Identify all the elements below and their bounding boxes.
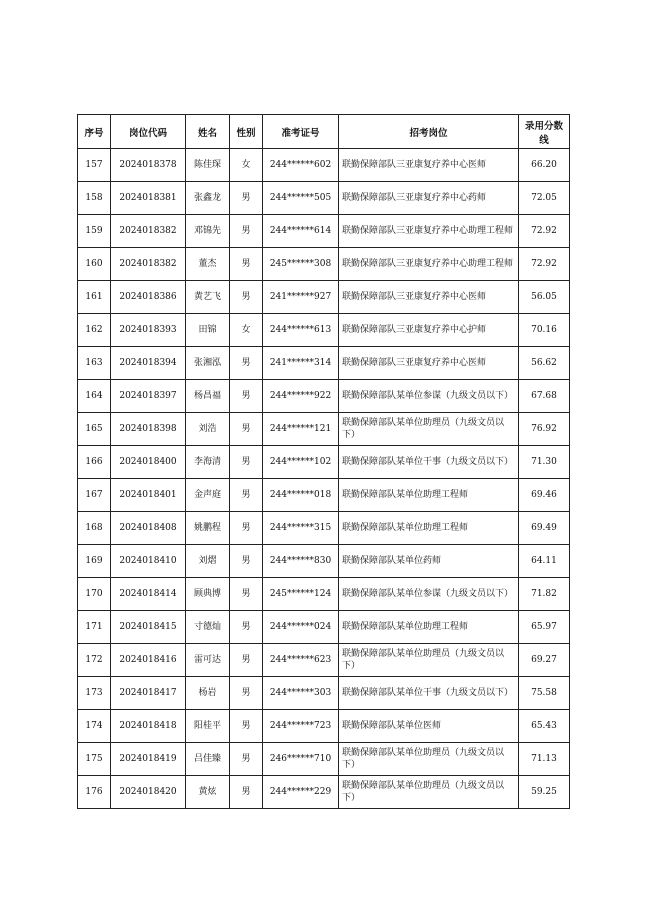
post-cell: 联勤保障部队某单位助理工程师 xyxy=(339,611,519,644)
name-cell: 寸德灿 xyxy=(186,611,230,644)
post-cell: 联勤保障部队某单位参谋（九级文员以下） xyxy=(339,578,519,611)
post-code-cell: 2024018394 xyxy=(111,347,186,380)
gender-cell: 男 xyxy=(230,347,263,380)
name-cell: 陈佳琛 xyxy=(186,149,230,182)
gender-cell: 男 xyxy=(230,479,263,512)
score-cell: 67.68 xyxy=(519,380,570,413)
table-row xyxy=(78,644,570,677)
post-cell: 联勤保障部队三亚康复疗养中心医师 xyxy=(339,347,519,380)
table-row xyxy=(78,182,570,215)
header-cell: 姓名 xyxy=(186,115,230,149)
score-cell: 69.49 xyxy=(519,512,570,545)
table-row xyxy=(78,248,570,281)
score-cell: 76.92 xyxy=(519,413,570,446)
serial-cell: 171 xyxy=(78,611,111,644)
exam-id-cell: 244******830 xyxy=(263,545,339,578)
name-cell: 黄艺飞 xyxy=(186,281,230,314)
score-cell: 75.58 xyxy=(519,677,570,710)
score-cell: 69.46 xyxy=(519,479,570,512)
name-cell: 黄炫 xyxy=(186,776,230,809)
gender-cell: 男 xyxy=(230,512,263,545)
table-row xyxy=(78,611,570,644)
exam-id-cell: 244******102 xyxy=(263,446,339,479)
exam-id-cell: 244******602 xyxy=(263,149,339,182)
gender-cell: 男 xyxy=(230,677,263,710)
exam-id-cell: 244******018 xyxy=(263,479,339,512)
exam-id-cell: 244******613 xyxy=(263,314,339,347)
exam-id-cell: 244******723 xyxy=(263,710,339,743)
post-code-cell: 2024018381 xyxy=(111,182,186,215)
post-cell: 联勤保障部队某单位助理员（九级文员以下） xyxy=(339,776,519,809)
table-row xyxy=(78,413,570,446)
name-cell: 刘熠 xyxy=(186,545,230,578)
post-code-cell: 2024018386 xyxy=(111,281,186,314)
name-cell: 张湘泓 xyxy=(186,347,230,380)
post-cell: 联勤保障部队某单位干事（九级文员以下） xyxy=(339,446,519,479)
post-code-cell: 2024018397 xyxy=(111,380,186,413)
post-code-cell: 2024018419 xyxy=(111,743,186,776)
exam-id-cell: 244******303 xyxy=(263,677,339,710)
post-cell: 联勤保障部队三亚康复疗养中心医师 xyxy=(339,149,519,182)
post-code-cell: 2024018418 xyxy=(111,710,186,743)
table-row xyxy=(78,578,570,611)
table-row xyxy=(78,380,570,413)
post-cell: 联勤保障部队某单位药师 xyxy=(339,545,519,578)
table-row xyxy=(78,479,570,512)
table-row xyxy=(78,545,570,578)
serial-cell: 172 xyxy=(78,644,111,677)
serial-cell: 159 xyxy=(78,215,111,248)
table-row xyxy=(78,215,570,248)
gender-cell: 男 xyxy=(230,710,263,743)
post-code-cell: 2024018398 xyxy=(111,413,186,446)
results-table xyxy=(77,114,570,809)
post-code-cell: 2024018416 xyxy=(111,644,186,677)
table-row xyxy=(78,677,570,710)
header-row xyxy=(78,115,570,149)
serial-cell: 162 xyxy=(78,314,111,347)
gender-cell: 男 xyxy=(230,611,263,644)
gender-cell: 男 xyxy=(230,380,263,413)
exam-id-cell: 246******710 xyxy=(263,743,339,776)
exam-id-cell: 245******308 xyxy=(263,248,339,281)
exam-id-cell: 244******922 xyxy=(263,380,339,413)
score-cell: 56.62 xyxy=(519,347,570,380)
gender-cell: 男 xyxy=(230,182,263,215)
name-cell: 田锦 xyxy=(186,314,230,347)
score-cell: 59.25 xyxy=(519,776,570,809)
post-code-cell: 2024018408 xyxy=(111,512,186,545)
post-cell: 联勤保障部队某单位医师 xyxy=(339,710,519,743)
table-row xyxy=(78,446,570,479)
score-cell: 71.13 xyxy=(519,743,570,776)
post-code-cell: 2024018393 xyxy=(111,314,186,347)
exam-id-cell: 241******314 xyxy=(263,347,339,380)
score-cell: 72.92 xyxy=(519,215,570,248)
name-cell: 顾典博 xyxy=(186,578,230,611)
table-row xyxy=(78,743,570,776)
post-cell: 联勤保障部队三亚康复疗养中心助理工程师 xyxy=(339,248,519,281)
serial-cell: 157 xyxy=(78,149,111,182)
name-cell: 阳桂平 xyxy=(186,710,230,743)
exam-id-cell: 244******229 xyxy=(263,776,339,809)
name-cell: 金声庭 xyxy=(186,479,230,512)
post-code-cell: 2024018378 xyxy=(111,149,186,182)
serial-cell: 160 xyxy=(78,248,111,281)
table-row xyxy=(78,512,570,545)
score-cell: 66.20 xyxy=(519,149,570,182)
post-code-cell: 2024018414 xyxy=(111,578,186,611)
serial-cell: 174 xyxy=(78,710,111,743)
serial-cell: 166 xyxy=(78,446,111,479)
serial-cell: 163 xyxy=(78,347,111,380)
exam-id-cell: 244******024 xyxy=(263,611,339,644)
score-cell: 72.92 xyxy=(519,248,570,281)
post-cell: 联勤保障部队三亚康复疗养中心护师 xyxy=(339,314,519,347)
post-cell: 联勤保障部队某单位助理员（九级文员以下） xyxy=(339,413,519,446)
name-cell: 雷可达 xyxy=(186,644,230,677)
gender-cell: 男 xyxy=(230,413,263,446)
score-cell: 56.05 xyxy=(519,281,570,314)
serial-cell: 165 xyxy=(78,413,111,446)
post-cell: 联勤保障部队某单位参谋（九级文员以下） xyxy=(339,380,519,413)
header-cell: 招考岗位 xyxy=(339,115,519,149)
name-cell: 刘浩 xyxy=(186,413,230,446)
score-cell: 65.97 xyxy=(519,611,570,644)
score-cell: 71.82 xyxy=(519,578,570,611)
post-code-cell: 2024018415 xyxy=(111,611,186,644)
table-row xyxy=(78,710,570,743)
serial-cell: 168 xyxy=(78,512,111,545)
gender-cell: 女 xyxy=(230,149,263,182)
post-cell: 联勤保障部队某单位助理工程师 xyxy=(339,512,519,545)
gender-cell: 男 xyxy=(230,644,263,677)
gender-cell: 男 xyxy=(230,215,263,248)
exam-id-cell: 245******124 xyxy=(263,578,339,611)
score-cell: 71.30 xyxy=(519,446,570,479)
post-cell: 联勤保障部队某单位助理员（九级文员以下） xyxy=(339,644,519,677)
gender-cell: 男 xyxy=(230,281,263,314)
table-row xyxy=(78,149,570,182)
name-cell: 张鑫龙 xyxy=(186,182,230,215)
name-cell: 吕佳臻 xyxy=(186,743,230,776)
table-row xyxy=(78,281,570,314)
post-cell: 联勤保障部队某单位助理工程师 xyxy=(339,479,519,512)
name-cell: 杨昌福 xyxy=(186,380,230,413)
exam-id-cell: 244******505 xyxy=(263,182,339,215)
exam-id-cell: 244******121 xyxy=(263,413,339,446)
gender-cell: 男 xyxy=(230,248,263,281)
gender-cell: 男 xyxy=(230,578,263,611)
post-cell: 联勤保障部队三亚康复疗养中心医师 xyxy=(339,281,519,314)
post-code-cell: 2024018382 xyxy=(111,248,186,281)
name-cell: 董杰 xyxy=(186,248,230,281)
header-cell: 性别 xyxy=(230,115,263,149)
gender-cell: 女 xyxy=(230,314,263,347)
name-cell: 邓锦先 xyxy=(186,215,230,248)
serial-cell: 167 xyxy=(78,479,111,512)
post-code-cell: 2024018400 xyxy=(111,446,186,479)
post-code-cell: 2024018420 xyxy=(111,776,186,809)
exam-id-cell: 241******927 xyxy=(263,281,339,314)
serial-cell: 158 xyxy=(78,182,111,215)
table-row xyxy=(78,776,570,809)
gender-cell: 男 xyxy=(230,776,263,809)
score-cell: 64.11 xyxy=(519,545,570,578)
score-cell: 69.27 xyxy=(519,644,570,677)
header-cell: 序号 xyxy=(78,115,111,149)
table-row xyxy=(78,314,570,347)
serial-cell: 176 xyxy=(78,776,111,809)
post-cell: 联勤保障部队某单位干事（九级文员以下） xyxy=(339,677,519,710)
post-code-cell: 2024018410 xyxy=(111,545,186,578)
post-code-cell: 2024018382 xyxy=(111,215,186,248)
name-cell: 姚鹏程 xyxy=(186,512,230,545)
score-cell: 70.16 xyxy=(519,314,570,347)
gender-cell: 男 xyxy=(230,446,263,479)
serial-cell: 173 xyxy=(78,677,111,710)
serial-cell: 170 xyxy=(78,578,111,611)
post-cell: 联勤保障部队三亚康复疗养中心药师 xyxy=(339,182,519,215)
serial-cell: 169 xyxy=(78,545,111,578)
header-cell: 录用分数线 xyxy=(519,115,570,149)
post-cell: 联勤保障部队某单位助理员（九级文员以下） xyxy=(339,743,519,776)
score-cell: 65.43 xyxy=(519,710,570,743)
name-cell: 杨岩 xyxy=(186,677,230,710)
post-code-cell: 2024018417 xyxy=(111,677,186,710)
serial-cell: 161 xyxy=(78,281,111,314)
exam-id-cell: 244******614 xyxy=(263,215,339,248)
score-cell: 72.05 xyxy=(519,182,570,215)
table-row xyxy=(78,347,570,380)
serial-cell: 164 xyxy=(78,380,111,413)
post-cell: 联勤保障部队三亚康复疗养中心助理工程师 xyxy=(339,215,519,248)
gender-cell: 男 xyxy=(230,545,263,578)
exam-id-cell: 244******315 xyxy=(263,512,339,545)
name-cell: 李海清 xyxy=(186,446,230,479)
serial-cell: 175 xyxy=(78,743,111,776)
exam-id-cell: 244******623 xyxy=(263,644,339,677)
header-cell: 准考证号 xyxy=(263,115,339,149)
header-cell: 岗位代码 xyxy=(111,115,186,149)
post-code-cell: 2024018401 xyxy=(111,479,186,512)
gender-cell: 男 xyxy=(230,743,263,776)
